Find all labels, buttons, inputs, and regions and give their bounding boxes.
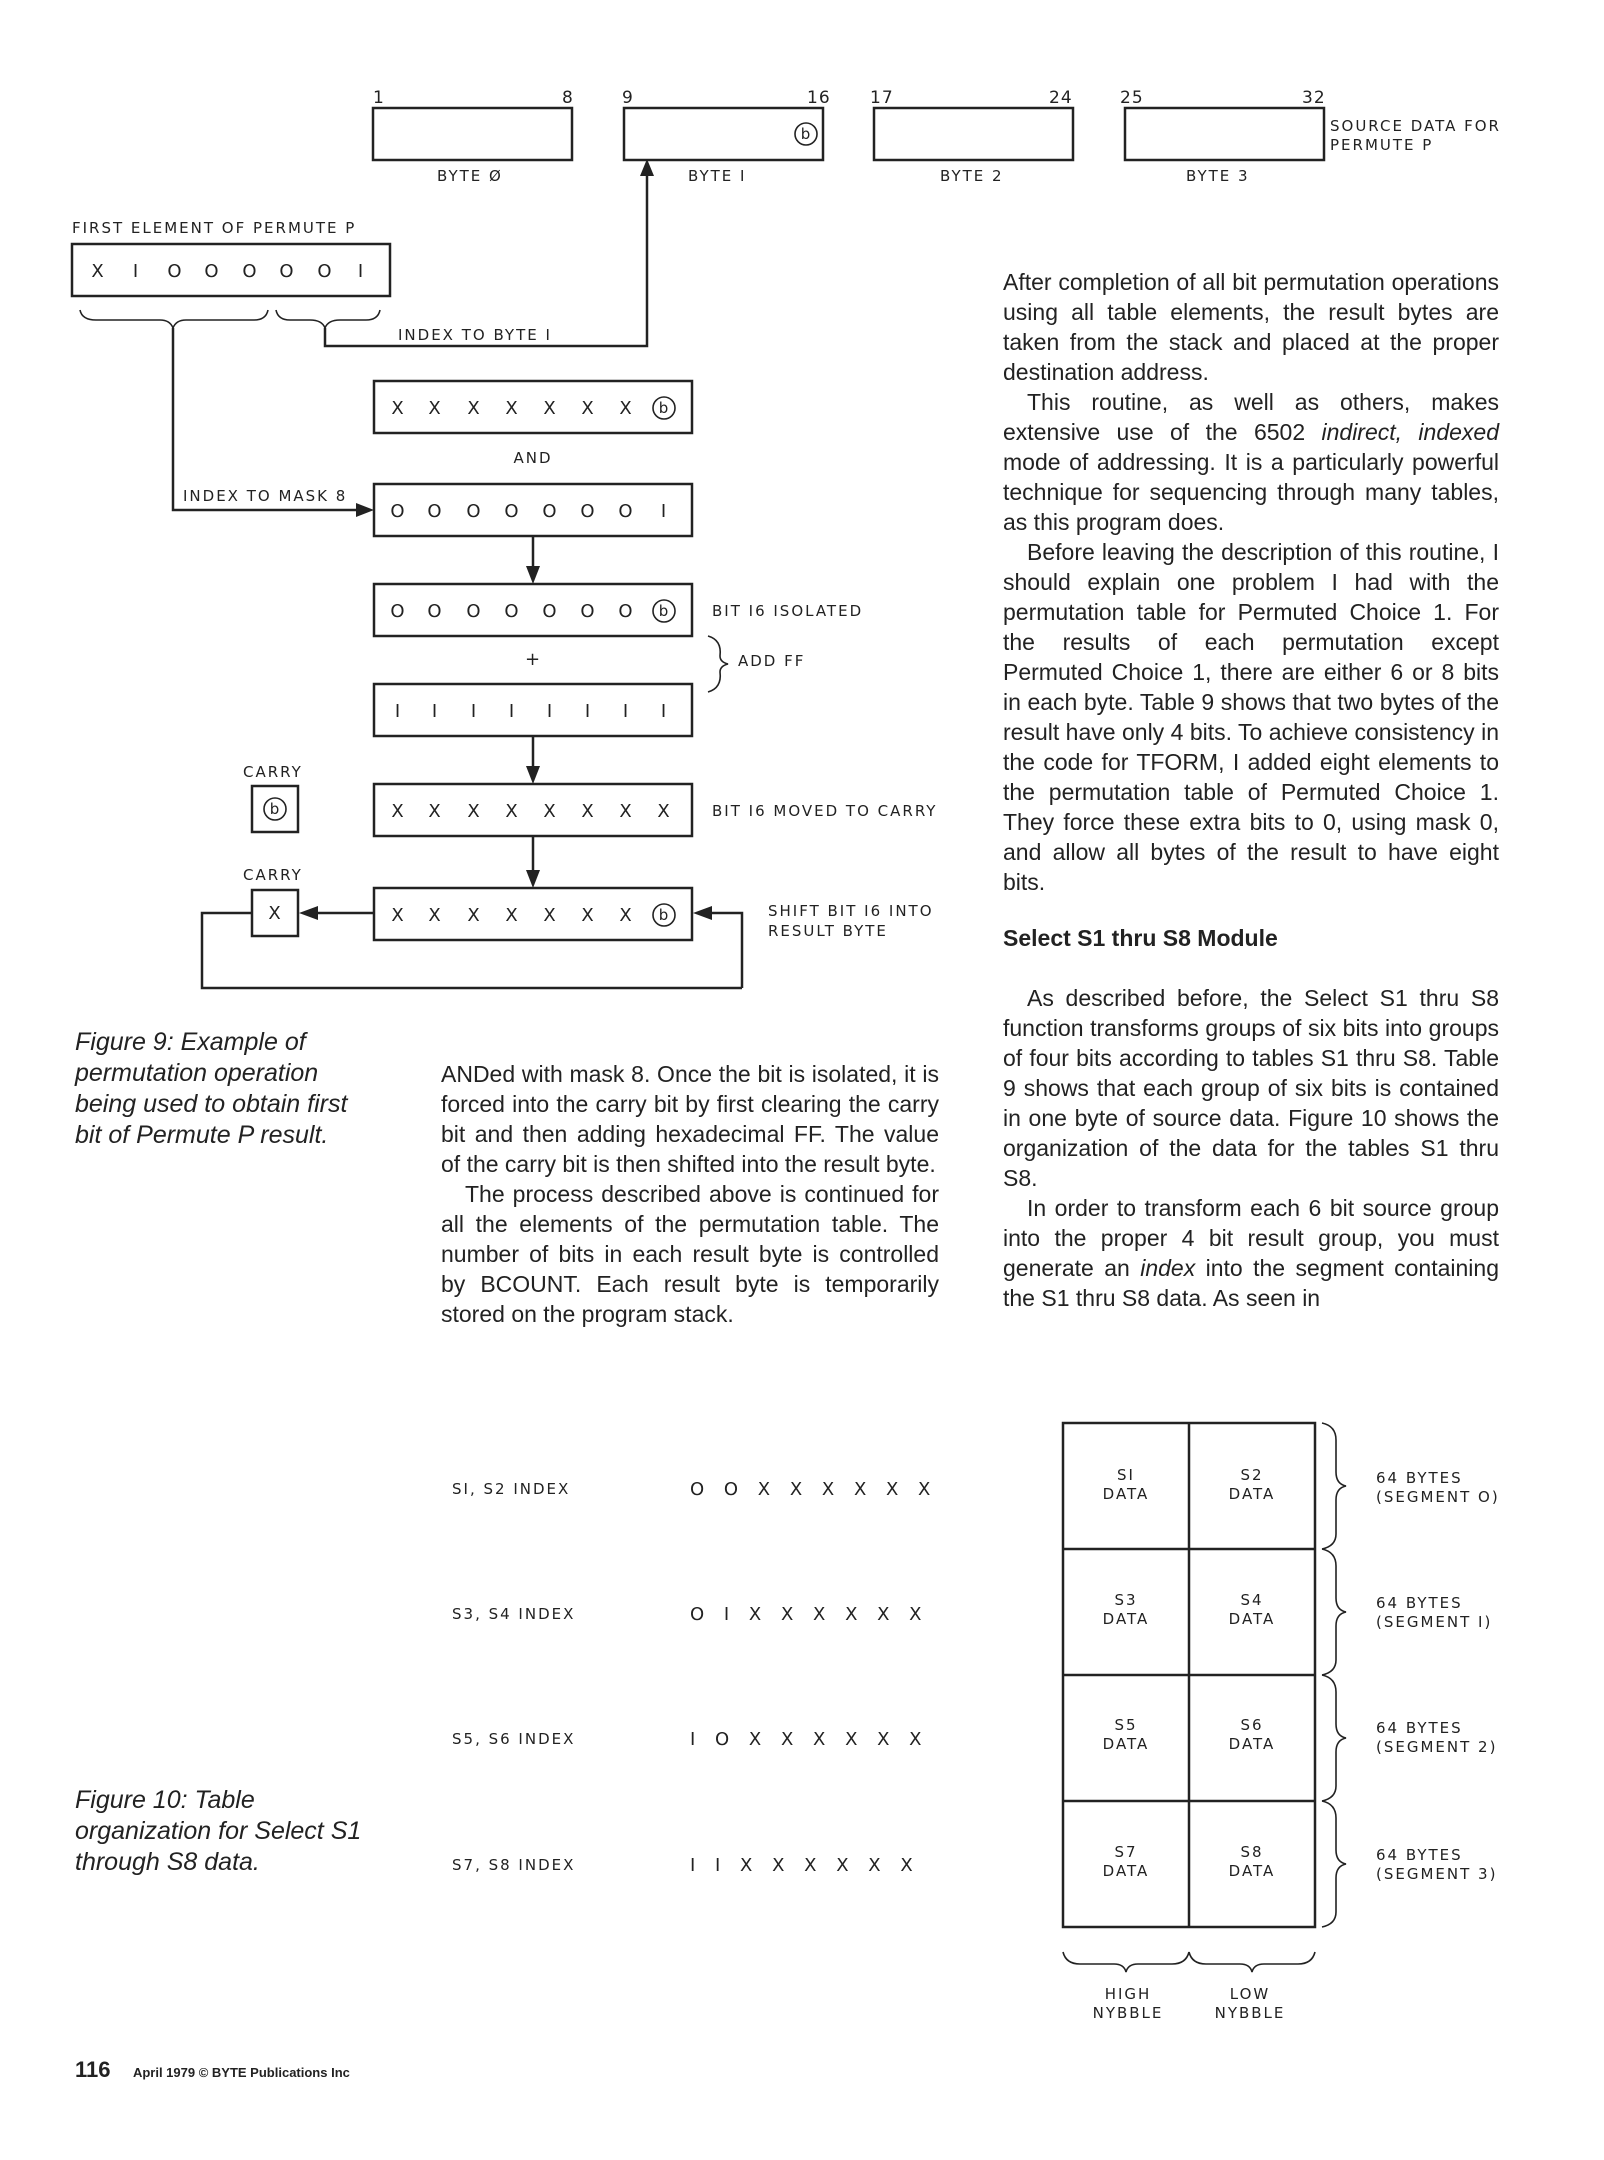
fig10-index-bits: I I X X X X X X	[690, 1855, 914, 1876]
s8-data: S8	[1240, 1843, 1264, 1861]
result-bit: X	[391, 905, 405, 926]
s6-data: DATA	[1228, 1735, 1276, 1753]
isolated-bit: O	[618, 601, 634, 622]
first-element-bit: I	[357, 261, 365, 282]
mask-8-box	[374, 484, 692, 536]
fig10-index-bits: O O X X X X X X	[690, 1479, 932, 1500]
index-to-byte-label: INDEX TO BYTE I	[398, 326, 552, 344]
first-element-bit: O	[204, 261, 220, 282]
ff-bit: I	[394, 701, 402, 722]
carry-label-1: CARRY	[243, 763, 303, 781]
mask-bit: O	[542, 501, 558, 522]
right-paragraph-3: Before leaving the description of this routine, I should explain one problem I had with the permutation table for Permuted Choice 1. For the results of each permutation except Permuted Choice 1, there are either 6 or 8 bits in each byte. Table 9 shows that two bytes of the result have only 4 bits. To achieve consistency in the code for TFORM, I added eight elements to the permutation table of Permuted Choice 1. They force these extra bits to 0, using mask 0, and allow all bytes of the result to have eight bits.	[1003, 539, 1499, 895]
moved-bit: X	[505, 801, 519, 822]
first-element-bit: O	[242, 261, 258, 282]
s1-data: SI	[1117, 1466, 1135, 1484]
index-to-mask-label: INDEX TO MASK 8	[183, 487, 348, 505]
result-bit: X	[505, 905, 519, 926]
segment-id-label: (SEGMENT 3)	[1376, 1865, 1498, 1883]
moved-bit: X	[619, 801, 633, 822]
index-to-byte-line	[325, 176, 647, 346]
publication-line: April 1979 © BYTE Publications Inc	[132, 2065, 350, 2080]
result-to-carry-head	[299, 906, 318, 920]
s5-data: DATA	[1102, 1735, 1150, 1753]
byte1-bit: X	[619, 398, 633, 419]
s4-data: DATA	[1228, 1610, 1276, 1628]
moved-bit: X	[391, 801, 405, 822]
high-nybble-brace	[1063, 1952, 1189, 1972]
shift-in-line	[712, 913, 742, 988]
arrow-down-1-head	[526, 566, 540, 584]
s3-data: DATA	[1102, 1610, 1150, 1628]
ff-bit: I	[470, 701, 478, 722]
isolated-bit-marker: b	[658, 602, 670, 620]
fig10-index-label: S5, S6 INDEX	[452, 1730, 576, 1748]
s5-data: S5	[1114, 1716, 1138, 1734]
bit-isolated-label: BIT I6 ISOLATED	[712, 602, 864, 620]
plus-label: +	[524, 649, 542, 670]
fig10-index-bits: I O X X X X X X	[690, 1729, 923, 1750]
low-nybble-label: NYBBLE	[1214, 2004, 1286, 2022]
segment-brace	[1322, 1801, 1346, 1927]
moved-bit: X	[467, 801, 481, 822]
arrow-down-3-head	[526, 870, 540, 888]
source-data-label-1: SOURCE DATA FOR	[1330, 117, 1501, 135]
ff-bit: I	[508, 701, 516, 722]
shift-label-2: RESULT BYTE	[768, 922, 888, 940]
byte-3-box	[1125, 108, 1324, 160]
bit-pos-8: 8	[562, 88, 574, 108]
add-ff-label: ADD FF	[738, 652, 806, 670]
right-paragraph-1: After completion of all bit permutation operations using all table elements, the result bytes are taken from the stack and placed at the proper destination address.	[1003, 269, 1499, 385]
middle-paragraph-1: ANDed with mask 8. Once the bit is isolated, it is forced into the carry bit by first clearing the carry bit and then adding hexadecimal FF. The value of the carry bit is then shifted into the result byte.	[441, 1061, 939, 1177]
bit-pos-24: 24	[1049, 88, 1073, 108]
bit-pos-32: 32	[1302, 88, 1326, 108]
byte-1-label: BYTE I	[688, 167, 747, 185]
right-column	[1003, 267, 1499, 1313]
mask-bit: O	[618, 501, 634, 522]
segment-brace	[1322, 1549, 1346, 1675]
moved-bit: X	[581, 801, 595, 822]
first-element-box	[72, 244, 390, 296]
bit-pos-17: 17	[870, 88, 894, 108]
byte-2-label: BYTE 2	[940, 167, 1004, 185]
figure-9-caption: Figure 9: Example of permutation operation being used to obtain first bit of Permute P result.	[75, 1028, 348, 1149]
byte1-copy-box	[374, 381, 692, 433]
result-bit-marker: b	[658, 906, 670, 924]
arrow-down-2-head	[526, 766, 540, 784]
mask-bit: O	[427, 501, 443, 522]
byte-2-box	[874, 108, 1073, 160]
bit-pos-1: 1	[373, 88, 385, 108]
right-paragraph-2: This routine, as well as others, makes extensive use of the 6502 indirect, indexed mode of addressing. It is a particularly powerful technique for sequencing through many tables, as this program does.	[1003, 389, 1499, 535]
index-to-mask-line	[173, 328, 356, 510]
mask-bit: O	[504, 501, 520, 522]
segment-id-label: (SEGMENT I)	[1376, 1613, 1493, 1631]
low-nybble-brace	[1189, 1952, 1315, 1972]
byte1-bit: X	[391, 398, 405, 419]
ff-bit: I	[546, 701, 554, 722]
moved-bit: X	[543, 801, 557, 822]
brace-mask-index	[80, 310, 268, 328]
page-number: 116	[75, 2057, 111, 2082]
carry-value-2: X	[268, 903, 282, 924]
segment-brace	[1322, 1675, 1346, 1801]
moved-box	[374, 784, 692, 836]
result-bit: X	[467, 905, 481, 926]
first-element-bit: O	[279, 261, 295, 282]
page-footer	[75, 2057, 350, 2083]
segment-brace	[1322, 1423, 1346, 1549]
middle-paragraph-2: The process described above is continued for all the elements of the permutation table. The number of bits in each result byte is controlled by BCOUNT. Each result byte is temporarily stored on the program stack.	[441, 1181, 939, 1327]
s1-data: DATA	[1102, 1485, 1150, 1503]
byte-0-label: BYTE Ø	[437, 167, 503, 185]
result-bit: X	[619, 905, 633, 926]
source-data-label-2: PERMUTE P	[1330, 136, 1434, 154]
right-paragraph-5: In order to transform each 6 bit source group into the proper 4 bit result group, you must generate an index into the segment containing the S1 thru S8 data. As seen in	[1003, 1195, 1499, 1311]
brace-byte-index	[276, 310, 380, 328]
isolated-bit: O	[390, 601, 406, 622]
byte1-bit: X	[581, 398, 595, 419]
high-nybble-label: HIGH	[1104, 1985, 1152, 2003]
first-element-bit: X	[91, 261, 105, 282]
fig10-index-label: S3, S4 INDEX	[452, 1605, 576, 1623]
moved-bit: X	[657, 801, 671, 822]
bit-pos-9: 9	[622, 88, 634, 108]
moved-bit: X	[428, 801, 442, 822]
middle-column	[441, 1059, 939, 1329]
mask-bit: O	[390, 501, 406, 522]
isolated-box	[374, 584, 692, 636]
isolated-bit: O	[542, 601, 558, 622]
bit-pos-16: 16	[807, 88, 831, 108]
result-box	[374, 888, 692, 940]
segment-size-label: 64 BYTES	[1376, 1846, 1463, 1864]
first-element-label: FIRST ELEMENT OF PERMUTE P	[72, 219, 357, 237]
isolated-bit: O	[466, 601, 482, 622]
bit-pos-25: 25	[1120, 88, 1144, 108]
high-nybble-label: NYBBLE	[1092, 2004, 1164, 2022]
mask-bit: I	[660, 501, 668, 522]
ff-bit: I	[431, 701, 439, 722]
segment-id-label: (SEGMENT O)	[1376, 1488, 1500, 1506]
byte-1-box	[624, 108, 823, 160]
and-label: AND	[513, 449, 553, 467]
low-nybble-label: LOW	[1229, 1985, 1271, 2003]
figure-10-caption: Figure 10: Table organization for Select S1 through S8 data.	[75, 1786, 362, 1876]
s8-data: DATA	[1228, 1862, 1276, 1880]
fig10-index-bits: O I X X X X X X	[690, 1604, 923, 1625]
segment-size-label: 64 BYTES	[1376, 1719, 1463, 1737]
mask-bit: O	[466, 501, 482, 522]
shift-in-head	[693, 906, 712, 920]
fig10-index-label: SI, S2 INDEX	[452, 1480, 571, 1498]
bit16-marker: b	[800, 125, 812, 143]
result-bit: X	[581, 905, 595, 926]
segment-id-label: (SEGMENT 2)	[1376, 1738, 1498, 1756]
fig10-index-label: S7, S8 INDEX	[452, 1856, 576, 1874]
ff-bit: I	[660, 701, 668, 722]
isolated-bit: O	[427, 601, 443, 622]
section-heading: Select S1 thru S8 Module	[1003, 925, 1278, 951]
result-bit: X	[428, 905, 442, 926]
arrow-up-byte1	[640, 159, 654, 176]
segment-size-label: 64 BYTES	[1376, 1594, 1463, 1612]
carry-value-1: b	[269, 800, 281, 818]
byte-3-label: BYTE 3	[1186, 167, 1250, 185]
segment-size-label: 64 BYTES	[1376, 1469, 1463, 1487]
ff-box	[374, 684, 692, 736]
arrow-right-mask	[356, 503, 374, 517]
byte1-bit-marker: b	[658, 399, 670, 417]
byte1-bit: X	[467, 398, 481, 419]
first-element-bit: O	[317, 261, 333, 282]
s7-data: S7	[1114, 1843, 1138, 1861]
moved-label: BIT I6 MOVED TO CARRY	[712, 802, 938, 820]
carry-label-2: CARRY	[243, 866, 303, 884]
s2-data: DATA	[1228, 1485, 1276, 1503]
s4-data: S4	[1240, 1591, 1264, 1609]
right-paragraph-4: As described before, the Select S1 thru S8 function transforms groups of six bits into groups of four bits according to tables S1 thru S8. Table 9 shows that each group of six bits is contained in one byte of source data. Figure 10 shows the organization of the data for the tables S1 thru S8.	[1003, 985, 1499, 1191]
byte1-bit: X	[543, 398, 557, 419]
isolated-bit: O	[504, 601, 520, 622]
byte-0-box	[373, 108, 572, 160]
ff-bit: I	[584, 701, 592, 722]
first-element-bit: O	[167, 261, 183, 282]
s3-data: S3	[1114, 1591, 1138, 1609]
ff-bit: I	[622, 701, 630, 722]
first-element-bit: I	[132, 261, 140, 282]
byte1-bit: X	[505, 398, 519, 419]
shift-label-1: SHIFT BIT I6 INTO	[768, 902, 934, 920]
s7-data: DATA	[1102, 1862, 1150, 1880]
byte1-bit: X	[428, 398, 442, 419]
add-ff-brace	[708, 636, 728, 692]
figure-10-diagram	[0, 1400, 1604, 2100]
isolated-bit: O	[580, 601, 596, 622]
s2-data: S2	[1240, 1466, 1264, 1484]
mask-bit: O	[580, 501, 596, 522]
s6-data: S6	[1240, 1716, 1264, 1734]
result-bit: X	[543, 905, 557, 926]
